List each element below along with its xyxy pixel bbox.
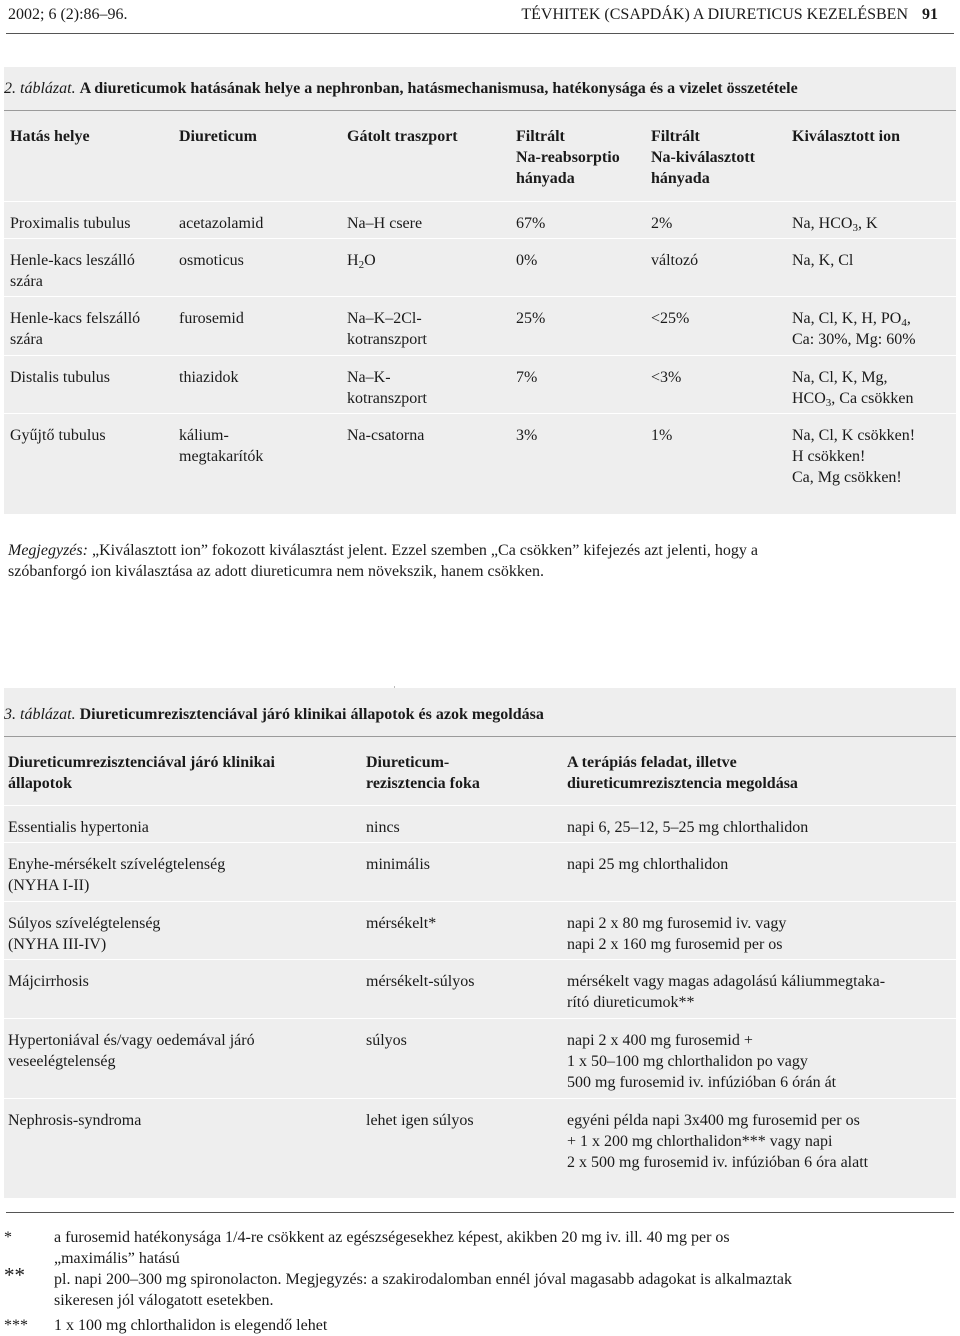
ion-cell-part: 3 [852,222,858,234]
table-2-title: A diureticumok hatásának helye a nephronban, hatásmechanismusa, hatékonysága és a vizelet összetétele [79,80,798,97]
ion-cell-part: Ca, Mg csökken! [792,469,902,486]
site-cell: Distalis tubulus [10,369,111,386]
footnote-mark: ** [4,1263,25,1287]
table-3-column-header: állapotok [8,775,73,792]
table-2-column-header: Kiválasztott ion [792,128,900,145]
table-2-column-header: Na-reabsorptio [516,149,620,166]
condition-cell: Enyhe-mérsékelt szívelégtelenség [8,856,226,873]
footnote-text: a furosemid hatékonysága 1/4-re csökkent az egészségesekhez képest, akikben 20 mg iv. ill. 40 mg per os [54,1229,730,1246]
excretion-cell: változó [651,252,699,269]
therapy-cell: 1 x 50–100 mg chlorthalidon po vagy [567,1053,808,1070]
footnote-text: sikeresen jól válogatott esetekben. [54,1292,274,1309]
row-separator [4,238,956,239]
condition-cell: Hypertoniával és/vagy oedemával járó [8,1032,255,1049]
drug-cell: osmoticus [179,252,244,269]
table-3-caption-rule [4,736,956,737]
therapy-cell: 2 x 500 mg furosemid iv. infúzióban 6 óra alatt [567,1154,869,1171]
ion-cell-part: , K [857,215,878,232]
reabsorption-cell: 3% [516,427,538,444]
ion-cell [792,308,911,329]
ion-cell [792,446,865,467]
therapy-cell: mérsékelt vagy magas adagolású káliummegtaka- [567,973,886,990]
ion-cell-part: 4 [901,317,907,329]
therapy-cell: 500 mg furosemid iv. infúzióban 6 órán át [567,1074,837,1091]
ion-cell-part: Na, HCO [792,215,853,232]
table-3-caption [4,704,544,725]
table-3-column-header: Diureticumrezisztenciával járó klinikai [8,754,275,771]
condition-cell: Essentialis hypertonia [8,819,149,836]
row-separator [4,201,956,202]
transport-cell: kotranszport [347,331,427,348]
table-3-column-header: A terápiás feladat, illetve [567,754,737,771]
running-header [521,4,938,25]
transport-cell-part: O [364,252,376,269]
excretion-cell: 2% [651,215,673,232]
row-separator [4,1018,956,1019]
excretion-cell: <3% [651,369,682,386]
resistance-degree-cell: nincs [366,819,400,836]
reabsorption-cell: 0% [516,252,538,269]
site-cell: Henle-kacs leszálló [10,252,135,269]
condition-cell: (NYHA III-IV) [8,936,107,953]
table-2-column-header: Na-kiválasztott [651,149,755,166]
reabsorption-cell: 25% [516,310,546,327]
therapy-cell: napi 2 x 80 mg furosemid iv. vagy [567,915,787,932]
ion-cell-part: HCO [792,390,826,407]
excretion-cell: <25% [651,310,690,327]
row-separator [4,959,956,960]
footnote-text: „maximális” hatású [54,1250,180,1267]
table-2-caption-rule [4,110,956,111]
site-cell: szára [10,331,43,348]
row-separator [4,1098,956,1099]
table-3-column-header: rezisztencia foka [366,775,480,792]
resistance-degree-cell: lehet igen súlyos [366,1112,474,1129]
therapy-cell: napi 2 x 160 mg furosemid per os [567,936,783,953]
row-separator [4,296,956,297]
site-cell: Henle-kacs felszálló [10,310,141,327]
resistance-degree-cell: mérsékelt-súlyos [366,973,475,990]
condition-cell: Nephrosis-syndroma [8,1112,142,1129]
therapy-cell: + 1 x 200 mg chlorthalidon*** vagy napi [567,1133,833,1150]
row-separator [4,842,956,843]
table-2-column-header: Filtrált [516,128,565,145]
site-cell: szára [10,273,43,290]
ion-cell-part: , [906,310,911,327]
citation: 2002; 6 (2):86–96. [8,6,128,23]
resistance-degree-cell: minimális [366,856,430,873]
therapy-cell: egyéni példa napi 3x400 mg furosemid per os [567,1112,860,1129]
transport-cell-part: H [347,252,359,269]
condition-cell: Súlyos szívelégtelenség [8,915,161,932]
transport-cell: kotranszport [347,390,427,407]
transport-cell [347,250,376,271]
ion-cell [792,329,916,350]
ion-cell-part: Na, Cl, K csökken! [792,427,916,444]
table-3-title: Diureticumrezisztenciával járó klinikai állapotok és azok megoldása [79,706,544,723]
note-line-2: szóbanforgó ion kiválasztása az adott diureticumra nem növekszik, hanem csökken. [8,563,544,580]
ion-cell [792,367,888,388]
table-2-column-header: Filtrált [651,128,700,145]
transport-cell-part: 2 [358,259,365,271]
ion-cell-part: Na, Cl, K, Mg, [792,369,888,386]
transport-cell: Na–H csere [347,215,423,232]
table-2-column-header: hányada [516,170,575,187]
resistance-degree-cell: mérsékelt* [366,915,437,932]
condition-cell: (NYHA I-II) [8,877,90,894]
table-3-column-header: Diureticum- [366,754,450,771]
site-cell: Gyűjtő tubulus [10,427,106,444]
table-2-note [8,540,908,582]
drug-cell: megtakarítók [179,448,264,465]
table-2-column-header: Hatás helye [10,128,90,145]
row-separator [4,355,956,356]
ion-cell-part: , Ca csökken [831,390,914,407]
table-2-column-header: hányada [651,170,710,187]
table-2-label: 2. táblázat. [4,80,76,97]
transport-cell: Na–K- [347,369,391,386]
reabsorption-cell: 67% [516,215,546,232]
transport-cell: Na-csatorna [347,427,425,444]
row-separator [4,413,956,414]
footnote-text: 1 x 100 mg chlorthalidon is elegendő lehet [54,1317,328,1334]
therapy-cell: rító diureticumok** [567,994,695,1011]
ion-cell-part: Na, Cl, K, H, PO [792,310,902,327]
footnote-mark: *** [4,1317,28,1334]
ion-cell [792,250,853,271]
table-2-caption [4,78,798,99]
excretion-cell: 1% [651,427,673,444]
therapy-cell: napi 2 x 400 mg furosemid + [567,1032,753,1049]
header-rule [6,33,954,34]
drug-cell: furosemid [179,310,244,327]
ion-cell-part: Ca: 30%, Mg: 60% [792,331,916,348]
ion-cell [792,425,915,446]
ion-cell-part: Na, K, Cl [792,252,854,269]
ion-cell-part: 3 [825,397,832,409]
site-cell: Proximalis tubulus [10,215,131,232]
drug-cell: kálium- [179,427,229,444]
condition-cell: veseelégtelenség [8,1053,116,1070]
footnote-text: pl. napi 200–300 mg spironolacton. Megjegyzés: a szakirodalomban ennél jóval magasabb adagokat is alkalmaztak [54,1271,793,1288]
therapy-cell: napi 25 mg chlorthalidon [567,856,729,873]
note-line-1: „Kiválasztott ion” fokozott kiválasztást jelent. Ezzel szemben „Ca csökken” kifejezés azt jelenti, hogy a [91,542,758,559]
table-2-column-header: Diureticum [179,128,257,145]
footnote-mark: * [4,1229,12,1246]
resistance-degree-cell: súlyos [366,1032,407,1049]
therapy-cell: napi 6, 25–12, 5–25 mg chlorthalidon [567,819,809,836]
drug-cell: thiazidok [179,369,239,386]
transport-cell: Na–K–2Cl- [347,310,422,327]
reabsorption-cell: 7% [516,369,538,386]
row-separator [4,805,956,806]
condition-cell: Májcirrhosis [8,973,89,990]
ion-cell [792,213,878,234]
table-3-label: 3. táblázat. [4,706,76,723]
ion-cell [792,388,913,409]
ion-cell-part: H csökken! [792,448,866,465]
row-separator [4,901,956,902]
ion-cell [792,467,902,488]
drug-cell: acetazolamid [179,215,264,232]
table-2-column-header: Gátolt traszport [347,128,458,145]
page-number: 91 [922,6,938,23]
running-title: TÉVHITEK (CSAPDÁK) A DIURETICUS KEZELÉSBEN [521,6,908,23]
footnote-rule [6,1212,954,1213]
note-label: Megjegyzés: [8,542,88,559]
table-3-column-header: diureticumrezisztencia megoldása [567,775,798,792]
